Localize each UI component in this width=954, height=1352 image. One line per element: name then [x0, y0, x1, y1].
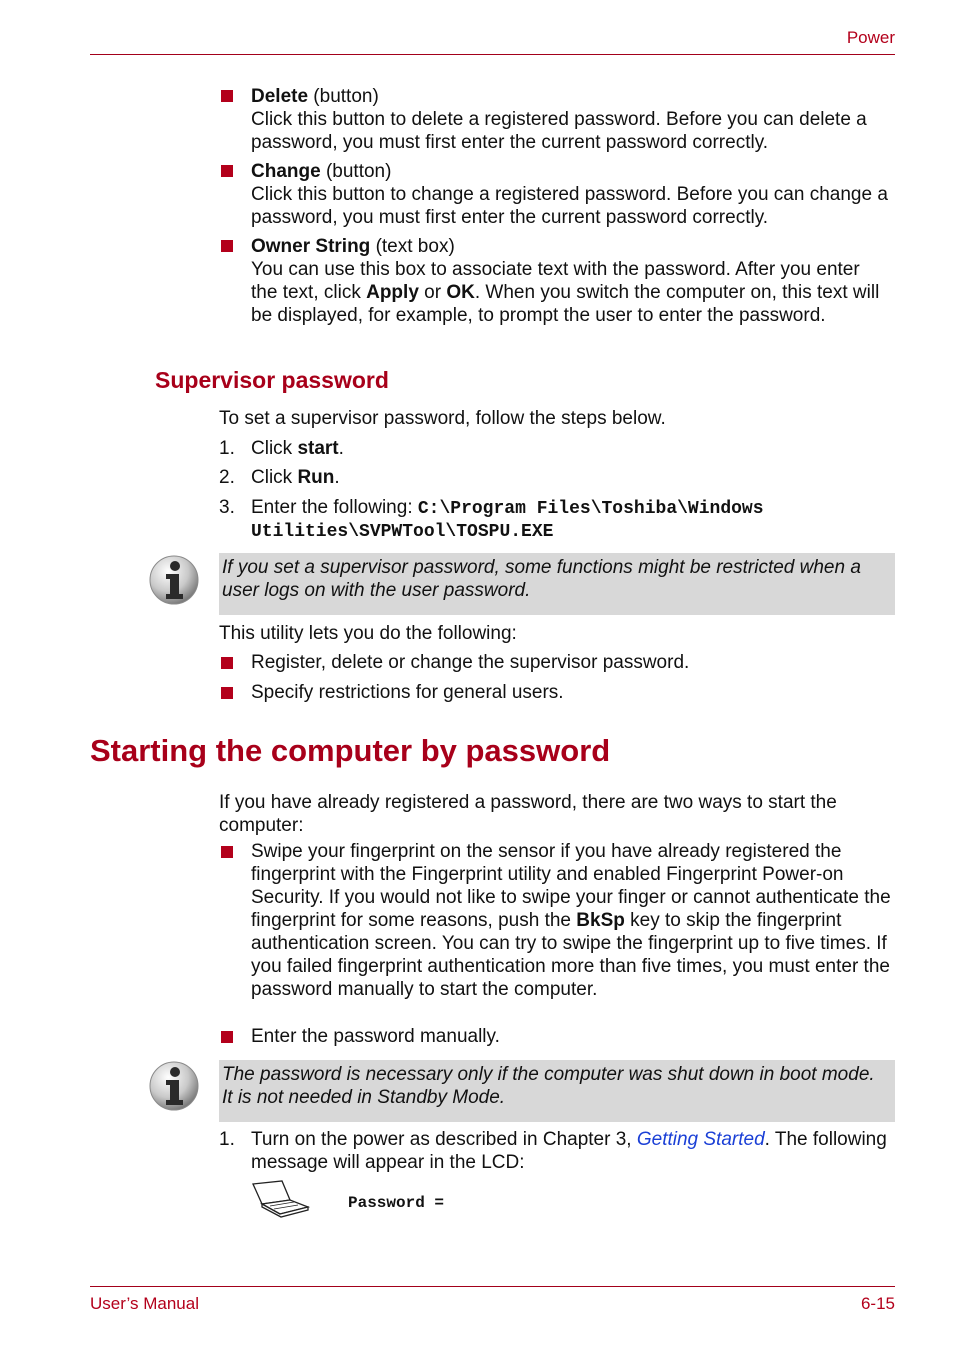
step-number: 2. [219, 467, 235, 488]
program-path: C:\Program Files\Toshiba\Windows [417, 499, 764, 519]
starting-intro: If you have already registered a password, there are two ways to start the computer: [219, 792, 837, 836]
list-item-delete: Delete (button) Click this button to delete a registered password. Before you can delete a password, you must first enter the current password correctly. [251, 85, 901, 154]
note-box: If you set a supervisor password, some functions might be restricted when a user logs on with the user password. [219, 553, 895, 615]
step-number: 1. [219, 438, 235, 459]
list-item-fingerprint: Swipe your fingerprint on the sensor if you have already registered the fingerprint with the Fingerprint utility and enabled Fingerprint Power-on Security. If you would not like to swipe your finger or cannot authenticate the fingerprint for some reasons, push the BkSp key to skip the fingerprint authentication screen. You can try to swipe the fingerprint up to five times. If you failed fingerprint authentication more than five times, you must enter the password manually to start the computer. [251, 841, 891, 1000]
step-number: 3. [219, 497, 235, 518]
page-number: 6-15 [860, 1294, 895, 1313]
bullet-marker [221, 846, 233, 858]
header-rule [90, 54, 895, 55]
bullet-marker [221, 657, 233, 669]
info-icon [148, 1060, 200, 1112]
item-name: Change [251, 161, 321, 182]
bullet-marker [221, 1031, 233, 1043]
footer-manual-title: User’s Manual [90, 1294, 199, 1313]
item-name: Owner String [251, 236, 371, 257]
step-2: Click Run. [251, 467, 340, 488]
list-item: Register, delete or change the supervisor password. [251, 652, 690, 673]
bullet-marker [221, 687, 233, 699]
section-heading: Starting the computer by password [90, 733, 611, 768]
item-name: Delete [251, 86, 309, 107]
step-1: Turn on the power as described in Chapter 3, Getting Started. The following message will appear in the LCD: [251, 1129, 887, 1173]
supervisor-heading: Supervisor password [155, 367, 389, 393]
list-item-manual: Enter the password manually. [251, 1026, 500, 1047]
info-icon [148, 554, 200, 606]
item-description: Click this button to delete a registered password. Before you can delete a password, you must first enter the current password correctly. [251, 109, 867, 153]
laptop-icon [250, 1180, 312, 1220]
item-description: You can use this box to associate text with the password. After you enter the text, click Apply or OK. When you switch the computer on, this text will be displayed, for example, to prompt the user to enter the password. [251, 259, 880, 326]
program-path-cont: Utilities\SVPWTool\TOSPU.EXE [251, 522, 554, 542]
note-box: The password is necessary only if the computer was shut down in boot mode. It is not needed in Standby Mode. [219, 1060, 895, 1122]
list-item-change: Change (button) Click this button to change a registered password. Before you can change a password, you must first enter the current password correctly. [251, 160, 901, 229]
supervisor-intro: To set a supervisor password, follow the steps below. [219, 408, 666, 429]
step-3: Enter the following: C:\Program Files\Toshiba\Windows Utilities\SVPWTool\TOSPU.EXE [251, 496, 901, 544]
bullet-marker [221, 240, 233, 252]
bullet-marker [221, 90, 233, 102]
getting-started-link[interactable]: Getting Started [636, 1129, 765, 1150]
footer-rule [90, 1286, 895, 1287]
utility-intro: This utility lets you do the following: [219, 623, 517, 644]
lcd-message: Password = [348, 1194, 445, 1212]
step-number: 1. [219, 1129, 235, 1150]
list-item-owner-string: Owner String (text box) You can use this box to associate text with the password. After you enter the text, click Apply or OK. When you switch the computer on, this text will be displayed, for example, to prompt the user to enter the password. [251, 235, 901, 327]
bullet-marker [221, 165, 233, 177]
header-section-title: Power [846, 28, 895, 47]
step-1: Click start. [251, 438, 344, 459]
list-item: Specify restrictions for general users. [251, 682, 564, 703]
item-description: Click this button to change a registered password. Before you can change a password, you must first enter the current password correctly. [251, 184, 888, 228]
